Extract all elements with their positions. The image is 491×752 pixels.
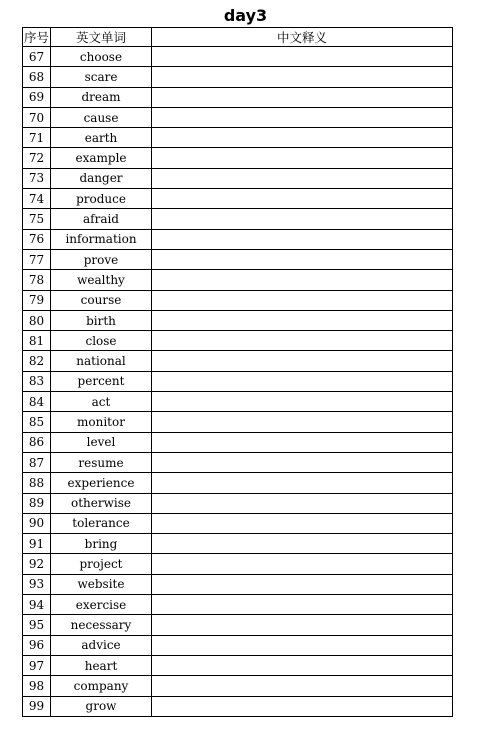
english-word-cell: information [51, 229, 152, 249]
row-number-cell: 99 [23, 696, 51, 716]
chinese-meaning-cell[interactable] [152, 290, 453, 310]
row-number-cell: 81 [23, 331, 51, 351]
table-row [23, 452, 453, 472]
table-row [23, 128, 453, 148]
vocabulary-table [22, 27, 453, 717]
table-row [23, 574, 453, 594]
table-row [23, 107, 453, 127]
chinese-meaning-cell[interactable] [152, 432, 453, 452]
chinese-meaning-cell[interactable] [152, 189, 453, 209]
english-word-cell: otherwise [51, 493, 152, 513]
table-row [23, 655, 453, 675]
chinese-meaning-cell[interactable] [152, 595, 453, 615]
row-number-cell: 92 [23, 554, 51, 574]
row-number-cell: 97 [23, 655, 51, 675]
english-word-cell: national [51, 351, 152, 371]
english-word-cell: company [51, 676, 152, 696]
column-header-number: 序号 [23, 28, 51, 47]
chinese-meaning-cell[interactable] [152, 513, 453, 533]
table-row [23, 290, 453, 310]
table-row [23, 47, 453, 67]
chinese-meaning-cell[interactable] [152, 168, 453, 188]
row-number-cell: 84 [23, 392, 51, 412]
chinese-meaning-cell[interactable] [152, 371, 453, 391]
english-word-cell: danger [51, 168, 152, 188]
row-number-cell: 71 [23, 128, 51, 148]
english-word-cell: necessary [51, 615, 152, 635]
table-row [23, 473, 453, 493]
chinese-meaning-cell[interactable] [152, 676, 453, 696]
row-number-cell: 93 [23, 574, 51, 594]
english-word-cell: act [51, 392, 152, 412]
row-number-cell: 98 [23, 676, 51, 696]
vocabulary-table-body [23, 47, 453, 717]
day-title: day3 [223, 6, 268, 25]
chinese-meaning-cell[interactable] [152, 392, 453, 412]
chinese-meaning-cell[interactable] [152, 635, 453, 655]
chinese-meaning-cell[interactable] [152, 270, 453, 290]
row-number-cell: 76 [23, 229, 51, 249]
chinese-meaning-cell[interactable] [152, 493, 453, 513]
english-word-cell: resume [51, 452, 152, 472]
english-word-cell: prove [51, 249, 152, 269]
english-word-cell: produce [51, 189, 152, 209]
table-row [23, 168, 453, 188]
row-number-cell: 90 [23, 513, 51, 533]
english-word-cell: experience [51, 473, 152, 493]
row-number-cell: 73 [23, 168, 51, 188]
row-number-cell: 91 [23, 534, 51, 554]
row-number-cell: 83 [23, 371, 51, 391]
table-row [23, 249, 453, 269]
table-row [23, 554, 453, 574]
english-word-cell: tolerance [51, 513, 152, 533]
chinese-meaning-cell[interactable] [152, 696, 453, 716]
table-row [23, 87, 453, 107]
row-number-cell: 88 [23, 473, 51, 493]
row-number-cell: 94 [23, 595, 51, 615]
chinese-meaning-cell[interactable] [152, 107, 453, 127]
chinese-meaning-cell[interactable] [152, 351, 453, 371]
chinese-meaning-cell[interactable] [152, 574, 453, 594]
table-row [23, 209, 453, 229]
row-number-cell: 69 [23, 87, 51, 107]
chinese-meaning-cell[interactable] [152, 67, 453, 87]
chinese-meaning-cell[interactable] [152, 615, 453, 635]
table-row [23, 595, 453, 615]
chinese-meaning-cell[interactable] [152, 310, 453, 330]
english-word-cell: dream [51, 87, 152, 107]
table-row [23, 696, 453, 716]
table-row [23, 513, 453, 533]
english-word-cell: exercise [51, 595, 152, 615]
row-number-cell: 96 [23, 635, 51, 655]
table-row [23, 351, 453, 371]
chinese-meaning-cell[interactable] [152, 331, 453, 351]
chinese-meaning-cell[interactable] [152, 249, 453, 269]
row-number-cell: 75 [23, 209, 51, 229]
chinese-meaning-cell[interactable] [152, 655, 453, 675]
table-row [23, 148, 453, 168]
english-word-cell: advice [51, 635, 152, 655]
english-word-cell: wealthy [51, 270, 152, 290]
row-number-cell: 68 [23, 67, 51, 87]
english-word-cell: close [51, 331, 152, 351]
row-number-cell: 85 [23, 412, 51, 432]
table-row [23, 676, 453, 696]
english-word-cell: afraid [51, 209, 152, 229]
table-row [23, 67, 453, 87]
english-word-cell: level [51, 432, 152, 452]
table-row [23, 432, 453, 452]
row-number-cell: 70 [23, 107, 51, 127]
row-number-cell: 89 [23, 493, 51, 513]
table-row [23, 270, 453, 290]
table-row [23, 229, 453, 249]
english-word-cell: website [51, 574, 152, 594]
row-number-cell: 86 [23, 432, 51, 452]
chinese-meaning-cell[interactable] [152, 412, 453, 432]
table-row [23, 412, 453, 432]
english-word-cell: cause [51, 107, 152, 127]
english-word-cell: monitor [51, 412, 152, 432]
table-row [23, 310, 453, 330]
english-word-cell: choose [51, 47, 152, 67]
table-row [23, 331, 453, 351]
chinese-meaning-cell[interactable] [152, 452, 453, 472]
table-header-row [23, 28, 453, 47]
english-word-cell: bring [51, 534, 152, 554]
english-word-cell: heart [51, 655, 152, 675]
column-header-english-word: 英文单词 [51, 28, 152, 47]
row-number-cell: 77 [23, 249, 51, 269]
english-word-cell: project [51, 554, 152, 574]
chinese-meaning-cell[interactable] [152, 128, 453, 148]
chinese-meaning-cell[interactable] [152, 47, 453, 67]
row-number-cell: 78 [23, 270, 51, 290]
english-word-cell: scare [51, 67, 152, 87]
row-number-cell: 80 [23, 310, 51, 330]
table-row [23, 493, 453, 513]
table-row [23, 635, 453, 655]
row-number-cell: 95 [23, 615, 51, 635]
column-header-chinese-meaning: 中文释义 [152, 28, 453, 47]
chinese-meaning-cell[interactable] [152, 554, 453, 574]
english-word-cell: example [51, 148, 152, 168]
table-row [23, 189, 453, 209]
chinese-meaning-cell[interactable] [152, 87, 453, 107]
chinese-meaning-cell[interactable] [152, 473, 453, 493]
english-word-cell: percent [51, 371, 152, 391]
table-row [23, 534, 453, 554]
table-row [23, 615, 453, 635]
row-number-cell: 72 [23, 148, 51, 168]
chinese-meaning-cell[interactable] [152, 148, 453, 168]
english-word-cell: grow [51, 696, 152, 716]
chinese-meaning-cell[interactable] [152, 209, 453, 229]
row-number-cell: 82 [23, 351, 51, 371]
table-row [23, 392, 453, 412]
english-word-cell: birth [51, 310, 152, 330]
row-number-cell: 67 [23, 47, 51, 67]
english-word-cell: course [51, 290, 152, 310]
english-word-cell: earth [51, 128, 152, 148]
row-number-cell: 79 [23, 290, 51, 310]
table-row [23, 371, 453, 391]
chinese-meaning-cell[interactable] [152, 534, 453, 554]
row-number-cell: 74 [23, 189, 51, 209]
chinese-meaning-cell[interactable] [152, 229, 453, 249]
row-number-cell: 87 [23, 452, 51, 472]
